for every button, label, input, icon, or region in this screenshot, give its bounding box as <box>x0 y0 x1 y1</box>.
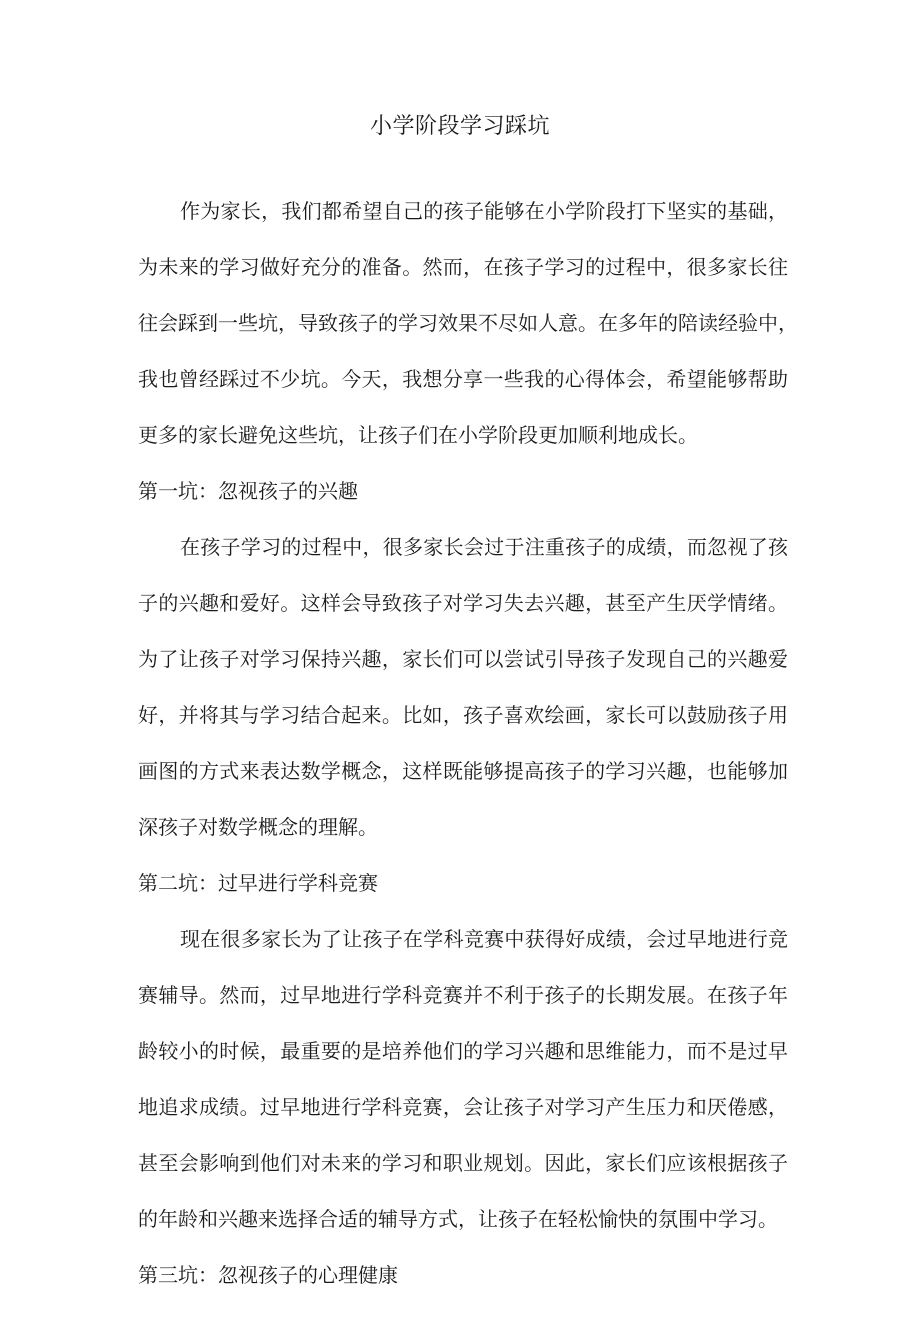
document-body <box>138 199 798 1319</box>
intro-line: 往会踩到一些坑，导致孩子的学习效果不尽如人意。在多年的陪读经验中， <box>138 311 798 335</box>
intro-line: 作为家长，我们都希望自己的孩子能够在小学阶段打下坚实的基础， <box>180 199 788 223</box>
section-line: 赛辅导。然而，过早地进行学科竞赛并不利于孩子的长期发展。在孩子年 <box>138 983 788 1007</box>
section-heading: 第二坑：过早进行学科竞赛 <box>138 871 378 895</box>
section-line: 龄较小的时候，最重要的是培养他们的学习兴趣和思维能力，而不是过早 <box>138 1039 788 1063</box>
section-line: 甚至会影响到他们对未来的学习和职业规划。因此，家长们应该根据孩子 <box>138 1151 788 1175</box>
section-line: 现在很多家长为了让孩子在学科竞赛中获得好成绩，会过早地进行竞 <box>180 927 788 951</box>
section-line: 的年龄和兴趣来选择合适的辅导方式，让孩子在轻松愉快的氛围中学习。 <box>138 1207 778 1231</box>
section-line: 深孩子对数学概念的理解。 <box>138 815 378 839</box>
section-line: 在孩子学习的过程中，很多家长会过于注重孩子的成绩，而忽视了孩 <box>180 535 788 559</box>
section-line: 好，并将其与学习结合起来。比如，孩子喜欢绘画，家长可以鼓励孩子用 <box>138 703 788 727</box>
section-line: 为了让孩子对学习保持兴趣，家长们可以尝试引导孩子发现自己的兴趣爱 <box>138 647 788 671</box>
intro-line: 为未来的学习做好充分的准备。然而，在孩子学习的过程中，很多家长往 <box>138 255 788 279</box>
document-title: 小学阶段学习踩坑 <box>369 114 550 139</box>
section-line: 子的兴趣和爱好。这样会导致孩子对学习失去兴趣，甚至产生厌学情绪。 <box>138 591 788 615</box>
section-heading: 第三坑：忽视孩子的心理健康 <box>138 1263 398 1287</box>
section-line: 画图的方式来表达数学概念，这样既能够提高孩子的学习兴趣，也能够加 <box>138 759 788 783</box>
intro-line: 我也曾经踩过不少坑。今天，我想分享一些我的心得体会，希望能够帮助 <box>138 367 788 391</box>
section-heading: 第一坑：忽视孩子的兴趣 <box>138 479 358 503</box>
section-line: 地追求成绩。过早地进行学科竞赛，会让孩子对学习产生压力和厌倦感， <box>138 1095 788 1119</box>
intro-line: 更多的家长避免这些坑，让孩子们在小学阶段更加顺利地成长。 <box>138 423 698 447</box>
